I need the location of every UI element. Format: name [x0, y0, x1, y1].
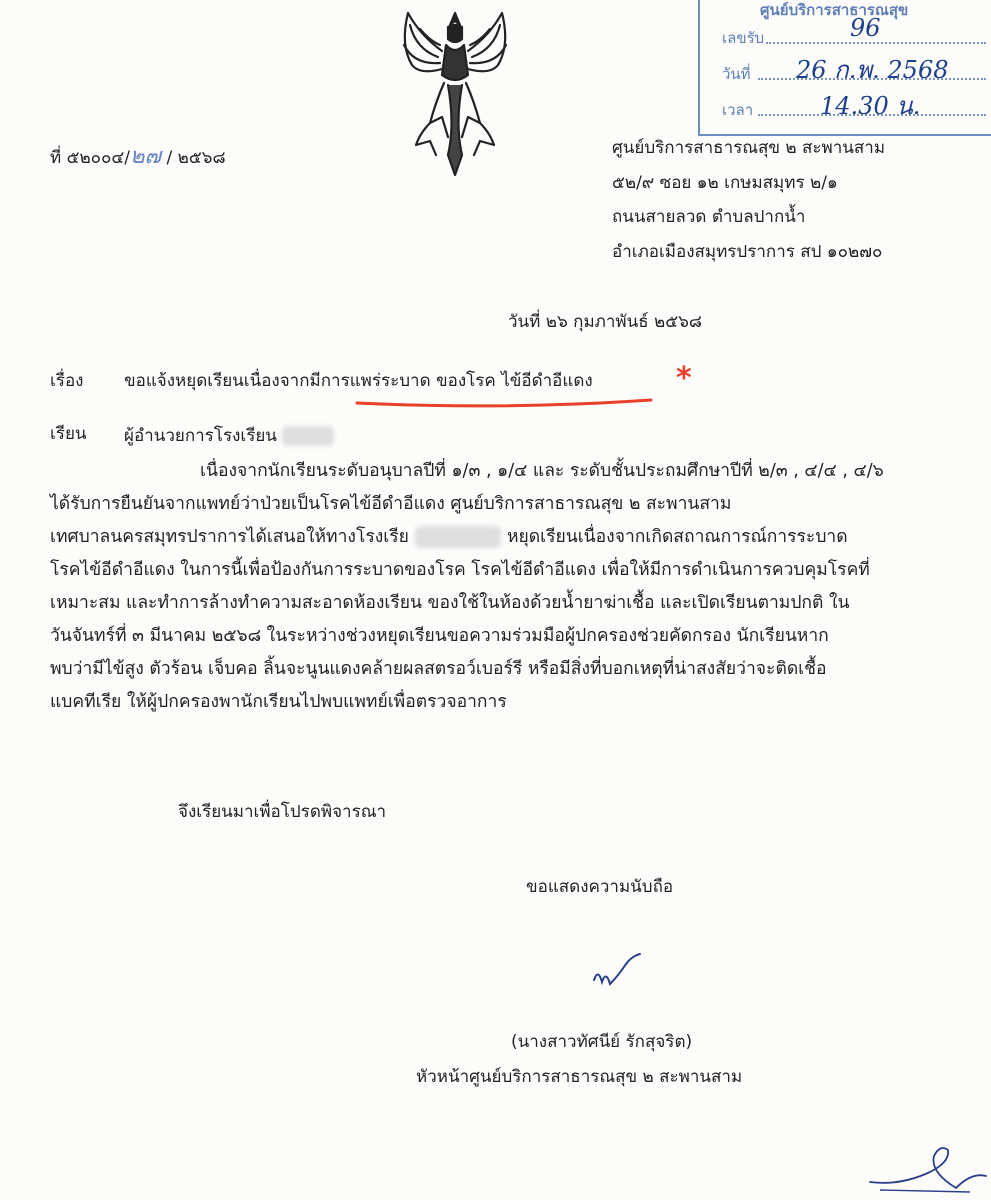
subject-red-asterisk: *	[676, 361, 692, 396]
received-stamp	[698, 0, 991, 136]
reference-number	[50, 146, 226, 168]
body-line-8: แบคทีเรีย ให้ผู้ปกครองพานักเรียนไปพบแพทย์เพื่อตรวจอาการ	[50, 692, 507, 712]
redacted-school-name-2	[415, 526, 501, 548]
body-paragraph	[50, 455, 970, 719]
letter-date: วันที่ ๒๖ กุมภาพันธ์ ๒๕๖๘	[508, 312, 703, 332]
body-line-3	[50, 521, 970, 554]
recipient-text: ผู้อำนวยการโรงเรียน	[124, 426, 277, 446]
body-line-7: พบว่ามีไข้สูง ตัวร้อน เจ็บคอ ลิ้นจะนูนแดงคล้ายผลสตรอว์เบอร์รี หรือมีสิ่งที่บอกเหตุที่น่าสงสัยว่าจะติดเชื้อ	[50, 659, 827, 679]
stamp-date-label: วันที่	[722, 65, 751, 83]
body-line-6: วันจันทร์ที่ ๓ มีนาคม ๒๕๖๘ ในระหว่างช่วงหยุดเรียนขอความร่วมมือผู้ปกครองช่วยคัดกรอง นักเรียนหาก	[50, 626, 829, 646]
red-ink-underline	[355, 394, 655, 412]
stamp-header: ศูนย์บริการสาธารณสุข	[760, 1, 909, 19]
redacted-school-name	[282, 426, 334, 446]
handwritten-initials	[860, 1142, 991, 1200]
address-line-1: ๕๒/๙ ซอย ๑๒ เกษมสมุทร ๒/๑	[612, 173, 838, 193]
body-line-3-a: เทศบาลนครสมุทรปราการได้เสนอให้ทางโรงเรีย	[50, 527, 409, 547]
stamp-time-value: 14.30 น.	[820, 92, 921, 120]
recipient-line	[124, 426, 334, 446]
org-name: ศูนย์บริการสาธารณสุข ๒ สะพานสาม	[612, 138, 886, 158]
handwritten-signature	[588, 950, 644, 1000]
salutation: ขอแสดงความนับถือ	[526, 877, 674, 897]
closing-request: จึงเรียนมาเพื่อโปรดพิจารณา	[178, 802, 387, 822]
stamp-received-no-label: เลขรับ	[722, 29, 765, 47]
recipient-label: เรียน	[50, 424, 87, 444]
subject-text: ขอแจ้งหยุดเรียนเนื่องจากมีการแพร่ระบาด ของโรค ไข้อีดำอีแดง	[124, 371, 593, 391]
body-line-4: โรคไข้อีดำอีแดง ในการนี้เพื่อป้องกันการระบาดของโรค โรคไข้อีดำอีแดง เพื่อให้มีการดำเนินการควบคุมโรคที่	[50, 560, 870, 580]
signer-name: (นางสาวทัศนีย์ รักสุจริต)	[511, 1032, 693, 1052]
reference-handwritten-number: ๒๗	[130, 144, 162, 169]
subject-label: เรื่อง	[50, 371, 84, 391]
reference-prefix: ที่ ๕๒๐๐๔/	[50, 148, 131, 168]
body-line-5: เหมาะสม และทำการล้างทำความสะอาดห้องเรียน ของใช้ในห้องด้วยน้ำยาฆ่าเชื้อ และเปิดเรียนตามปกติ ใน	[50, 593, 850, 613]
signer-title: หัวหน้าศูนย์บริการสาธารณสุข ๒ สะพานสาม	[416, 1067, 743, 1087]
reference-suffix: / ๒๕๖๘	[161, 148, 226, 168]
garuda-emblem	[390, 5, 520, 180]
body-line-1: เนื่องจากนักเรียนระดับอนุบาลปีที่ ๑/๓ , ๑/๔ และ ระดับชั้นประถมศึกษาปีที่ ๒/๓ , ๔/๔ , ๔/๖	[200, 461, 884, 481]
address-line-3: อำเภอเมืองสมุทรปราการ สป ๑๐๒๗๐	[612, 242, 883, 262]
address-line-2: ถนนสายลวด ตำบลปากน้ำ	[612, 207, 806, 227]
stamp-received-no-line	[766, 42, 986, 44]
body-line-3-b: หยุดเรียนเนื่องจากเกิดสถาณการณ์การระบาด	[506, 527, 848, 547]
body-line-2: ได้รับการยืนยันจากแพทย์ว่าป่วยเป็นโรคไข้อีดำอีแดง ศูนย์บริการสาธารณสุข ๒ สะพานสาม	[50, 494, 732, 514]
stamp-received-no-value: 96	[850, 14, 881, 42]
stamp-time-label: เวลา	[722, 101, 754, 119]
stamp-date-value: 26 ก.พ. 2568	[796, 56, 949, 84]
